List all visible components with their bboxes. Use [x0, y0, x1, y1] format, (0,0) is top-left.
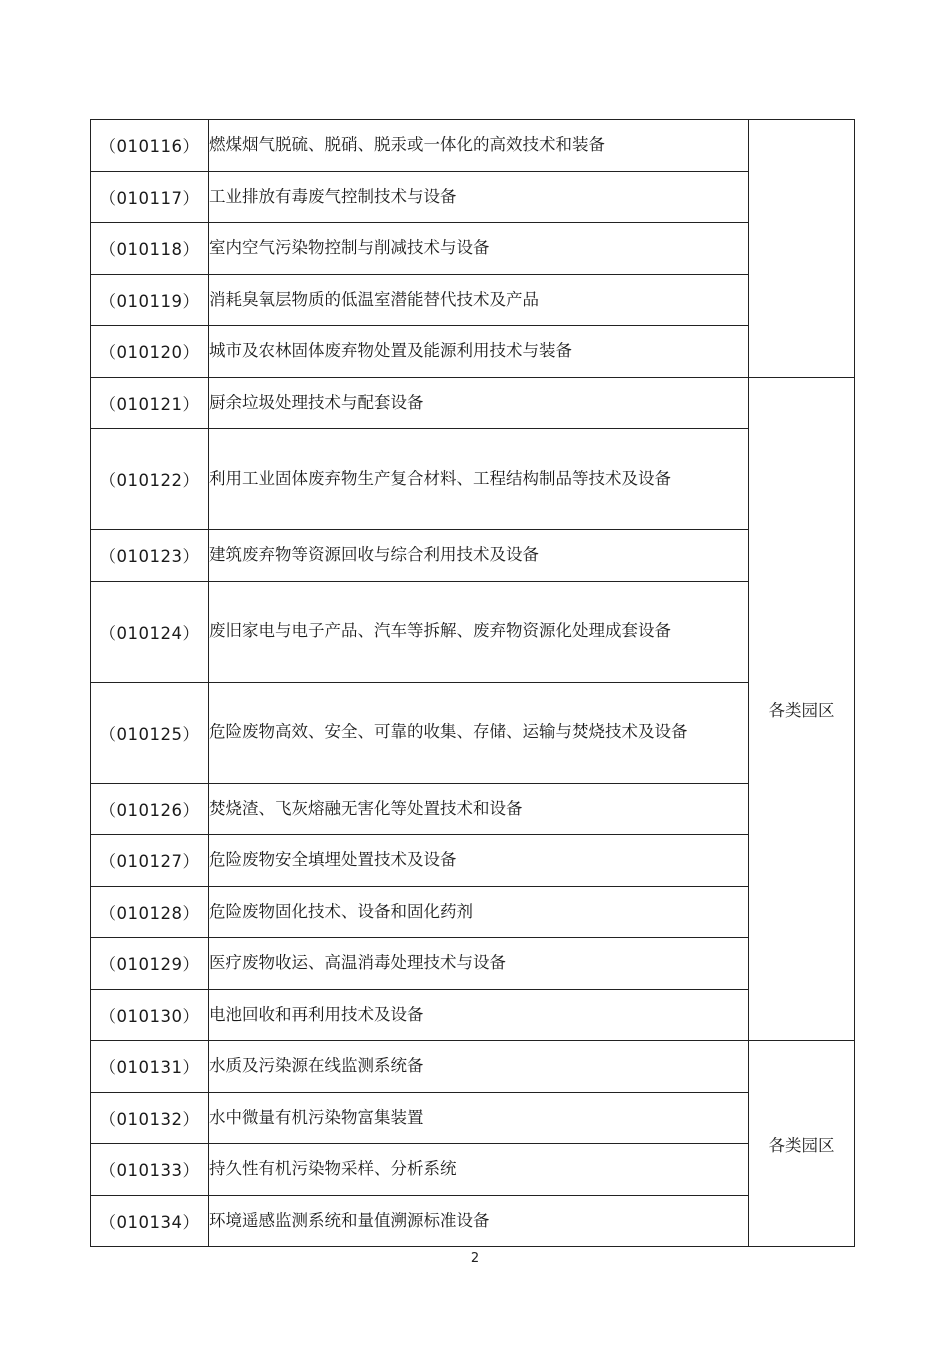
table-row	[91, 835, 855, 887]
table-row	[91, 1092, 855, 1144]
item-description: 危险废物固化技术、设备和固化药剂	[209, 886, 749, 938]
item-description: 城市及农林固体废弃物处置及能源利用技术与装备	[209, 326, 749, 378]
item-description: 水中微量有机污染物富集装置	[209, 1092, 749, 1144]
item-code: （010126）	[91, 783, 209, 835]
table-row	[91, 783, 855, 835]
table-row	[91, 274, 855, 326]
item-code: （010123）	[91, 530, 209, 582]
item-code: （010118）	[91, 223, 209, 275]
item-code: （010122）	[91, 429, 209, 530]
table-row	[91, 223, 855, 275]
table-row	[91, 989, 855, 1041]
item-description: 废旧家电与电子产品、汽车等拆解、废弃物资源化处理成套设备	[209, 581, 749, 682]
item-description: 水质及污染源在线监测系统备	[209, 1041, 749, 1093]
item-code: （010119）	[91, 274, 209, 326]
technology-table	[90, 119, 855, 1247]
table-body	[91, 120, 855, 1247]
item-description: 危险废物安全填埋处置技术及设备	[209, 835, 749, 887]
item-description: 持久性有机污染物采样、分析系统	[209, 1144, 749, 1196]
item-code: （010128）	[91, 886, 209, 938]
item-description: 焚烧渣、飞灰熔融无害化等处置技术和设备	[209, 783, 749, 835]
item-description: 利用工业固体废弃物生产复合材料、工程结构制品等技术及设备	[209, 429, 749, 530]
item-code: （010132）	[91, 1092, 209, 1144]
item-code: （010134）	[91, 1195, 209, 1247]
item-description: 厨余垃圾处理技术与配套设备	[209, 377, 749, 429]
item-code: （010130）	[91, 989, 209, 1041]
item-code: （010120）	[91, 326, 209, 378]
item-description: 电池回收和再利用技术及设备	[209, 989, 749, 1041]
item-code: （010125）	[91, 682, 209, 783]
item-code: （010116）	[91, 120, 209, 172]
item-description: 危险废物高效、安全、可靠的收集、存储、运输与焚烧技术及设备	[209, 682, 749, 783]
item-code: （010133）	[91, 1144, 209, 1196]
table-row	[91, 1041, 855, 1093]
table-row	[91, 377, 855, 429]
table-row	[91, 1195, 855, 1247]
table-row	[91, 326, 855, 378]
table-row	[91, 530, 855, 582]
item-code: （010127）	[91, 835, 209, 887]
table-row	[91, 120, 855, 172]
table-row	[91, 1144, 855, 1196]
applicable-region	[749, 120, 855, 378]
item-description: 燃煤烟气脱硫、脱硝、脱汞或一体化的高效技术和装备	[209, 120, 749, 172]
table-row	[91, 682, 855, 783]
item-code: （010129）	[91, 938, 209, 990]
table-row	[91, 938, 855, 990]
item-description: 建筑废弃物等资源回收与综合利用技术及设备	[209, 530, 749, 582]
item-code: （010124）	[91, 581, 209, 682]
item-code: （010121）	[91, 377, 209, 429]
item-description: 医疗废物收运、高温消毒处理技术与设备	[209, 938, 749, 990]
applicable-region: 各类园区	[749, 1041, 855, 1247]
item-description: 室内空气污染物控制与削减技术与设备	[209, 223, 749, 275]
item-description: 环境遥感监测系统和量值溯源标准设备	[209, 1195, 749, 1247]
table-row	[91, 886, 855, 938]
applicable-region: 各类园区	[749, 377, 855, 1041]
item-code: （010131）	[91, 1041, 209, 1093]
item-code: （010117）	[91, 171, 209, 223]
page-number: 2	[470, 1251, 480, 1266]
table-row	[91, 429, 855, 530]
table-row	[91, 171, 855, 223]
item-description: 消耗臭氧层物质的低温室潜能替代技术及产品	[209, 274, 749, 326]
table-row	[91, 581, 855, 682]
item-description: 工业排放有毒废气控制技术与设备	[209, 171, 749, 223]
